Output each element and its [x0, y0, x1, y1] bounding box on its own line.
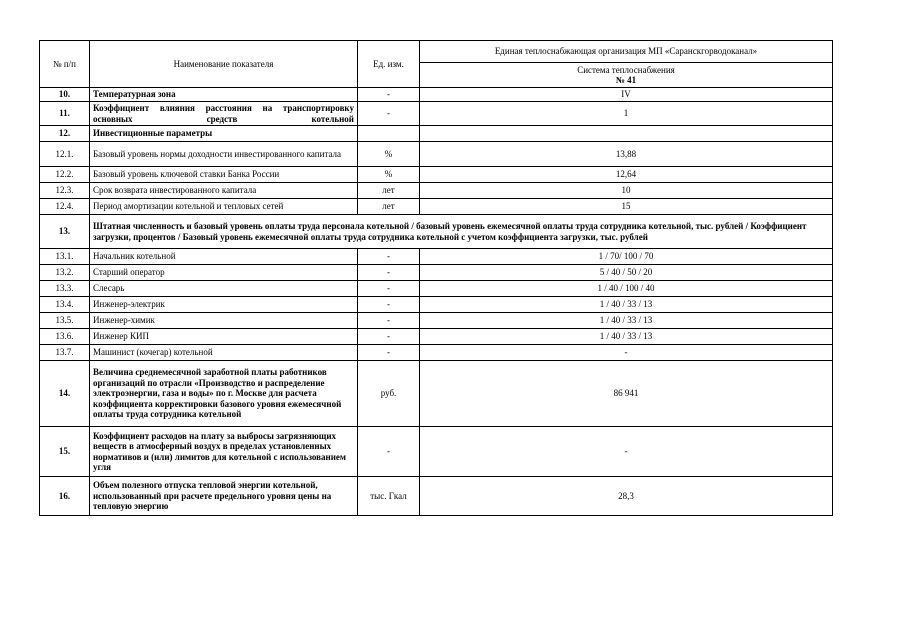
row-unit: тыс. Гкал [358, 477, 420, 516]
header-system-label: Система теплоснабжения [577, 64, 675, 75]
row-number: 12.1. [40, 142, 90, 167]
row-value: 10 [420, 183, 833, 199]
row-name: Срок возврата инвестированного капитала [90, 183, 358, 199]
row-name: Штатная численность и базовый уровень оплаты труда персонала котельной / базовый уровень ежемесячной оплаты труда сотрудника котельной, тыс. рублей / Коэффициент загрузки, процентов / Базовый уровень ежемесячной оплаты труда сотрудника котельной с учетом коэффициента загрузки, тыс. рублей [90, 215, 833, 249]
row-name: Инвестиционные параметры [90, 126, 358, 142]
row-number: 13.4. [40, 297, 90, 313]
row-name: Период амортизации котельной и тепловых сетей [90, 199, 358, 215]
row-value: - [420, 427, 833, 477]
row-name: Температурная зона [90, 88, 358, 102]
row-value: 1 / 40 / 33 / 13 [420, 329, 833, 345]
row-number: 13.1. [40, 249, 90, 265]
row-value: 1 / 40 / 33 / 13 [420, 297, 833, 313]
row-number: 10. [40, 88, 90, 102]
table-row [40, 427, 833, 477]
row-value: 12,64 [420, 167, 833, 183]
row-value: 1 / 70/ 100 / 70 [420, 249, 833, 265]
header-name: Наименование показателя [90, 41, 358, 88]
row-unit: - [358, 427, 420, 477]
row-value: 13,88 [420, 142, 833, 167]
row-name: Машинист (кочегар) котельной [90, 345, 358, 361]
table-row [40, 183, 833, 199]
row-value: 86 941 [420, 361, 833, 427]
row-value: 1 / 40 / 33 / 13 [420, 313, 833, 329]
row-unit: руб. [358, 361, 420, 427]
table-row [40, 142, 833, 167]
row-number: 16. [40, 477, 90, 516]
row-number: 13.2. [40, 265, 90, 281]
row-unit: - [358, 329, 420, 345]
table-row [40, 249, 833, 265]
row-value: IV [420, 88, 833, 102]
row-unit: - [358, 265, 420, 281]
row-name: Коэффициент влияния расстояния на транспортировку основных средств котельной [90, 102, 358, 126]
table-row [40, 297, 833, 313]
table-row [40, 126, 833, 142]
table-row [40, 167, 833, 183]
table-row [40, 281, 833, 297]
row-unit: - [358, 313, 420, 329]
row-unit: % [358, 167, 420, 183]
table-row [40, 102, 833, 126]
row-number: 11. [40, 102, 90, 126]
row-unit: лет [358, 183, 420, 199]
row-name: Инженер КИП [90, 329, 358, 345]
row-unit: - [358, 297, 420, 313]
parameters-table [39, 40, 833, 516]
row-name: Слесарь [90, 281, 358, 297]
table-row [40, 477, 833, 516]
row-unit: - [358, 249, 420, 265]
row-value [420, 126, 833, 142]
row-unit: - [358, 281, 420, 297]
header-system [420, 63, 833, 88]
row-number: 12.4. [40, 199, 90, 215]
table-row [40, 215, 833, 249]
row-name: Базовый уровень ключевой ставки Банка России [90, 167, 358, 183]
row-number: 12.3. [40, 183, 90, 199]
row-name: Начальник котельной [90, 249, 358, 265]
row-name: Инженер-электрик [90, 297, 358, 313]
row-number: 13.3. [40, 281, 90, 297]
table-row [40, 265, 833, 281]
row-value: - [420, 345, 833, 361]
row-value: 1 [420, 102, 833, 126]
row-value: 5 / 40 / 50 / 20 [420, 265, 833, 281]
header-num: № п/п [40, 41, 90, 88]
row-name: Коэффициент расходов на плату за выбросы загрязняющих веществ в атмосферный воздух в пределах установленных нормативов и (или) лимитов для котельной с использованием угля [90, 427, 358, 477]
row-name: Базовый уровень нормы доходности инвестированного капитала [90, 142, 358, 167]
table-row [40, 88, 833, 102]
row-unit: лет [358, 199, 420, 215]
row-name: Инженер-химик [90, 313, 358, 329]
header-unit: Ед. изм. [358, 41, 420, 88]
row-unit: - [358, 88, 420, 102]
row-unit: % [358, 142, 420, 167]
row-unit [358, 126, 420, 142]
row-number: 13. [40, 215, 90, 249]
row-number: 12.2. [40, 167, 90, 183]
row-number: 15. [40, 427, 90, 477]
row-number: 13.6. [40, 329, 90, 345]
row-unit: - [358, 102, 420, 126]
row-number: 13.5. [40, 313, 90, 329]
table-row [40, 345, 833, 361]
row-number: 13.7. [40, 345, 90, 361]
row-name: Величина среднемесячной заработной платы работников организаций по отрасли «Производство и распределение электроэнергии, газа и воды» по г. Москве для расчета коэффициента корректировки базового уровня ежемесячной оплаты труда сотрудника котельной [90, 361, 358, 427]
row-number: 14. [40, 361, 90, 427]
table-row [40, 199, 833, 215]
row-unit: - [358, 345, 420, 361]
row-value: 15 [420, 199, 833, 215]
row-name: Старший оператор [90, 265, 358, 281]
row-number: 12. [40, 126, 90, 142]
row-value: 1 / 40 / 100 / 40 [420, 281, 833, 297]
table-row [40, 329, 833, 345]
row-value: 28,3 [420, 477, 833, 516]
table-row [40, 313, 833, 329]
header-system-number: № 41 [615, 75, 637, 86]
header-org: Единая теплоснабжающая организация МП «Саранскгорводоканал» [420, 41, 833, 63]
header-row [40, 41, 833, 63]
row-name: Объем полезного отпуска тепловой энергии котельной, использованный при расчете предельного уровня цены на тепловую энергию [90, 477, 358, 516]
table-row [40, 361, 833, 427]
